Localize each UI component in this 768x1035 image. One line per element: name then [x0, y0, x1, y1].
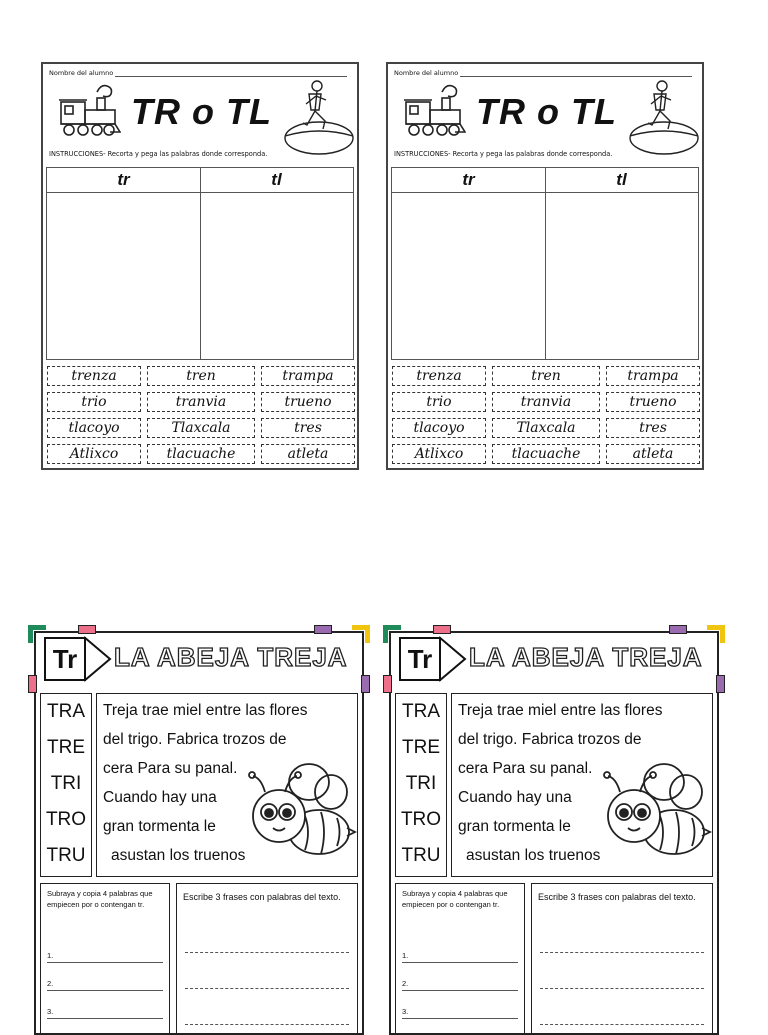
write-sentences-box [176, 883, 358, 1035]
tab-purple-top [314, 625, 332, 634]
tr-column [47, 168, 201, 359]
story-line: del trigo. Fabrica trozos de [103, 731, 287, 748]
story-box [96, 693, 358, 877]
syllable: TRA [402, 701, 440, 722]
student-name-line [115, 76, 347, 77]
train-icon [402, 82, 466, 142]
word-cutout[interactable]: tres [261, 418, 355, 438]
line-number: 3. [47, 1007, 54, 1016]
runner-icon [279, 78, 355, 158]
answer-line[interactable] [402, 950, 518, 963]
tab-purple-right [361, 675, 370, 693]
word-cutout[interactable]: trampa [261, 366, 355, 386]
word-cutout[interactable]: tranvia [492, 392, 600, 412]
corner-yellow [352, 625, 370, 643]
word-cutout[interactable]: tres [606, 418, 700, 438]
tr-column [392, 168, 546, 359]
abeja-worksheet-right [383, 625, 725, 1035]
task-write-sentences: Escribe 3 frases con palabras del texto. [183, 892, 341, 902]
word-cutout[interactable]: tlacuache [147, 444, 255, 464]
answer-line[interactable] [540, 1024, 704, 1025]
copy-words-box [40, 883, 170, 1035]
worksheet-title: LA ABEJA TREJA [114, 642, 348, 672]
trtl-worksheet-left [41, 62, 359, 470]
answer-line[interactable] [185, 952, 349, 953]
tl-column-header: tl [545, 168, 698, 193]
tr-badge: Tr [399, 637, 441, 681]
word-cutout[interactable]: trio [392, 392, 486, 412]
word-cutout[interactable]: tranvia [147, 392, 255, 412]
worksheet-title: TR o TL [131, 91, 272, 132]
bee-icon [602, 756, 712, 866]
story-line: asustan los truenos [466, 847, 601, 864]
tl-column [200, 168, 353, 359]
answer-line[interactable] [402, 978, 518, 991]
instructions-text: INSTRUCCIONES- Recorta y pega las palabras donde corresponda. [394, 150, 613, 158]
story-box [451, 693, 713, 877]
student-name-line [460, 76, 692, 77]
student-name-label: Nombre del alumno [394, 69, 459, 77]
syllable: TRU [401, 845, 441, 866]
answer-line[interactable] [540, 952, 704, 953]
syllable: TRI [405, 773, 437, 794]
syllable: TRI [50, 773, 82, 794]
syllable: TRU [46, 845, 86, 866]
trtl-worksheet-right [386, 62, 704, 470]
story-line: del trigo. Fabrica trozos de [458, 731, 642, 748]
word-cutout[interactable]: tlacuache [492, 444, 600, 464]
word-cutout[interactable]: atleta [606, 444, 700, 464]
story-line: cera Para su panal. [103, 760, 238, 777]
tab-purple-right [716, 675, 725, 693]
answer-line[interactable] [540, 988, 704, 989]
worksheet-title: TR o TL [476, 91, 617, 132]
abeja-worksheet-left [28, 625, 370, 1035]
syllable: TRO [400, 809, 442, 830]
word-cutout[interactable]: Tlaxcala [492, 418, 600, 438]
student-name-label: Nombre del alumno [49, 69, 114, 77]
syllable: TRE [402, 737, 440, 758]
story-line: asustan los truenos [111, 847, 246, 864]
word-cutout[interactable]: trenza [47, 366, 141, 386]
tab-pink-top [78, 625, 96, 634]
word-cutout[interactable]: Atlixco [392, 444, 486, 464]
story-line: Cuando hay una [103, 789, 217, 806]
word-cutout[interactable]: tren [492, 366, 600, 386]
tab-pink-top [433, 625, 451, 634]
word-cutout[interactable]: trenza [392, 366, 486, 386]
bee-icon [247, 756, 357, 866]
answer-line[interactable] [402, 1006, 518, 1019]
tab-purple-top [669, 625, 687, 634]
line-number: 2. [402, 979, 409, 988]
arrow-shape [82, 635, 112, 683]
answer-line[interactable] [47, 950, 163, 963]
tr-column-header: tr [47, 168, 200, 193]
story-line: Treja trae miel entre las flores [458, 702, 663, 719]
syllable: TRO [45, 809, 87, 830]
syllable: TRE [47, 737, 85, 758]
story-line: Treja trae miel entre las flores [103, 702, 308, 719]
line-number: 3. [402, 1007, 409, 1016]
task-write-sentences: Escribe 3 frases con palabras del texto. [538, 892, 696, 902]
arrow-shape [437, 635, 467, 683]
answer-line[interactable] [47, 1006, 163, 1019]
copy-words-box [395, 883, 525, 1035]
answer-line[interactable] [47, 978, 163, 991]
task-copy-words: Subraya y copia 4 palabras que empiecen por o contengan tr. [47, 889, 153, 909]
line-number: 1. [402, 951, 409, 960]
story-line: cera Para su panal. [458, 760, 593, 777]
train-icon [57, 82, 121, 142]
tr-badge: Tr [44, 637, 86, 681]
word-cutout[interactable]: trueno [261, 392, 355, 412]
tab-pink-left [28, 675, 37, 693]
word-cutout[interactable]: tren [147, 366, 255, 386]
sorting-grid [391, 167, 699, 360]
answer-line[interactable] [185, 988, 349, 989]
answer-line[interactable] [185, 1024, 349, 1025]
word-cutout[interactable]: trueno [606, 392, 700, 412]
corner-yellow [707, 625, 725, 643]
word-cutout[interactable]: Tlaxcala [147, 418, 255, 438]
syllable: TRA [47, 701, 85, 722]
syllable-list [40, 693, 92, 877]
instructions-text: INSTRUCCIONES- Recorta y pega las palabras donde corresponda. [49, 150, 268, 158]
syllable-list [395, 693, 447, 877]
tr-column-header: tr [392, 168, 545, 193]
tl-column-header: tl [200, 168, 353, 193]
tab-pink-left [383, 675, 392, 693]
word-cutout[interactable]: Atlixco [47, 444, 141, 464]
write-sentences-box [531, 883, 713, 1035]
runner-icon [624, 78, 700, 158]
word-cutout[interactable]: atleta [261, 444, 355, 464]
word-cutout[interactable]: trampa [606, 366, 700, 386]
line-number: 1. [47, 951, 54, 960]
sorting-grid [46, 167, 354, 360]
line-number: 2. [47, 979, 54, 988]
worksheet-title: LA ABEJA TREJA [469, 642, 703, 672]
story-line: gran tormenta le [458, 818, 571, 835]
story-line: gran tormenta le [103, 818, 216, 835]
tl-column [545, 168, 698, 359]
task-copy-words: Subraya y copia 4 palabras que empiecen por o contengan tr. [402, 889, 508, 909]
word-cutout[interactable]: trio [47, 392, 141, 412]
word-cutout[interactable]: tlacoyo [392, 418, 486, 438]
story-line: Cuando hay una [458, 789, 572, 806]
word-cutout[interactable]: tlacoyo [47, 418, 141, 438]
